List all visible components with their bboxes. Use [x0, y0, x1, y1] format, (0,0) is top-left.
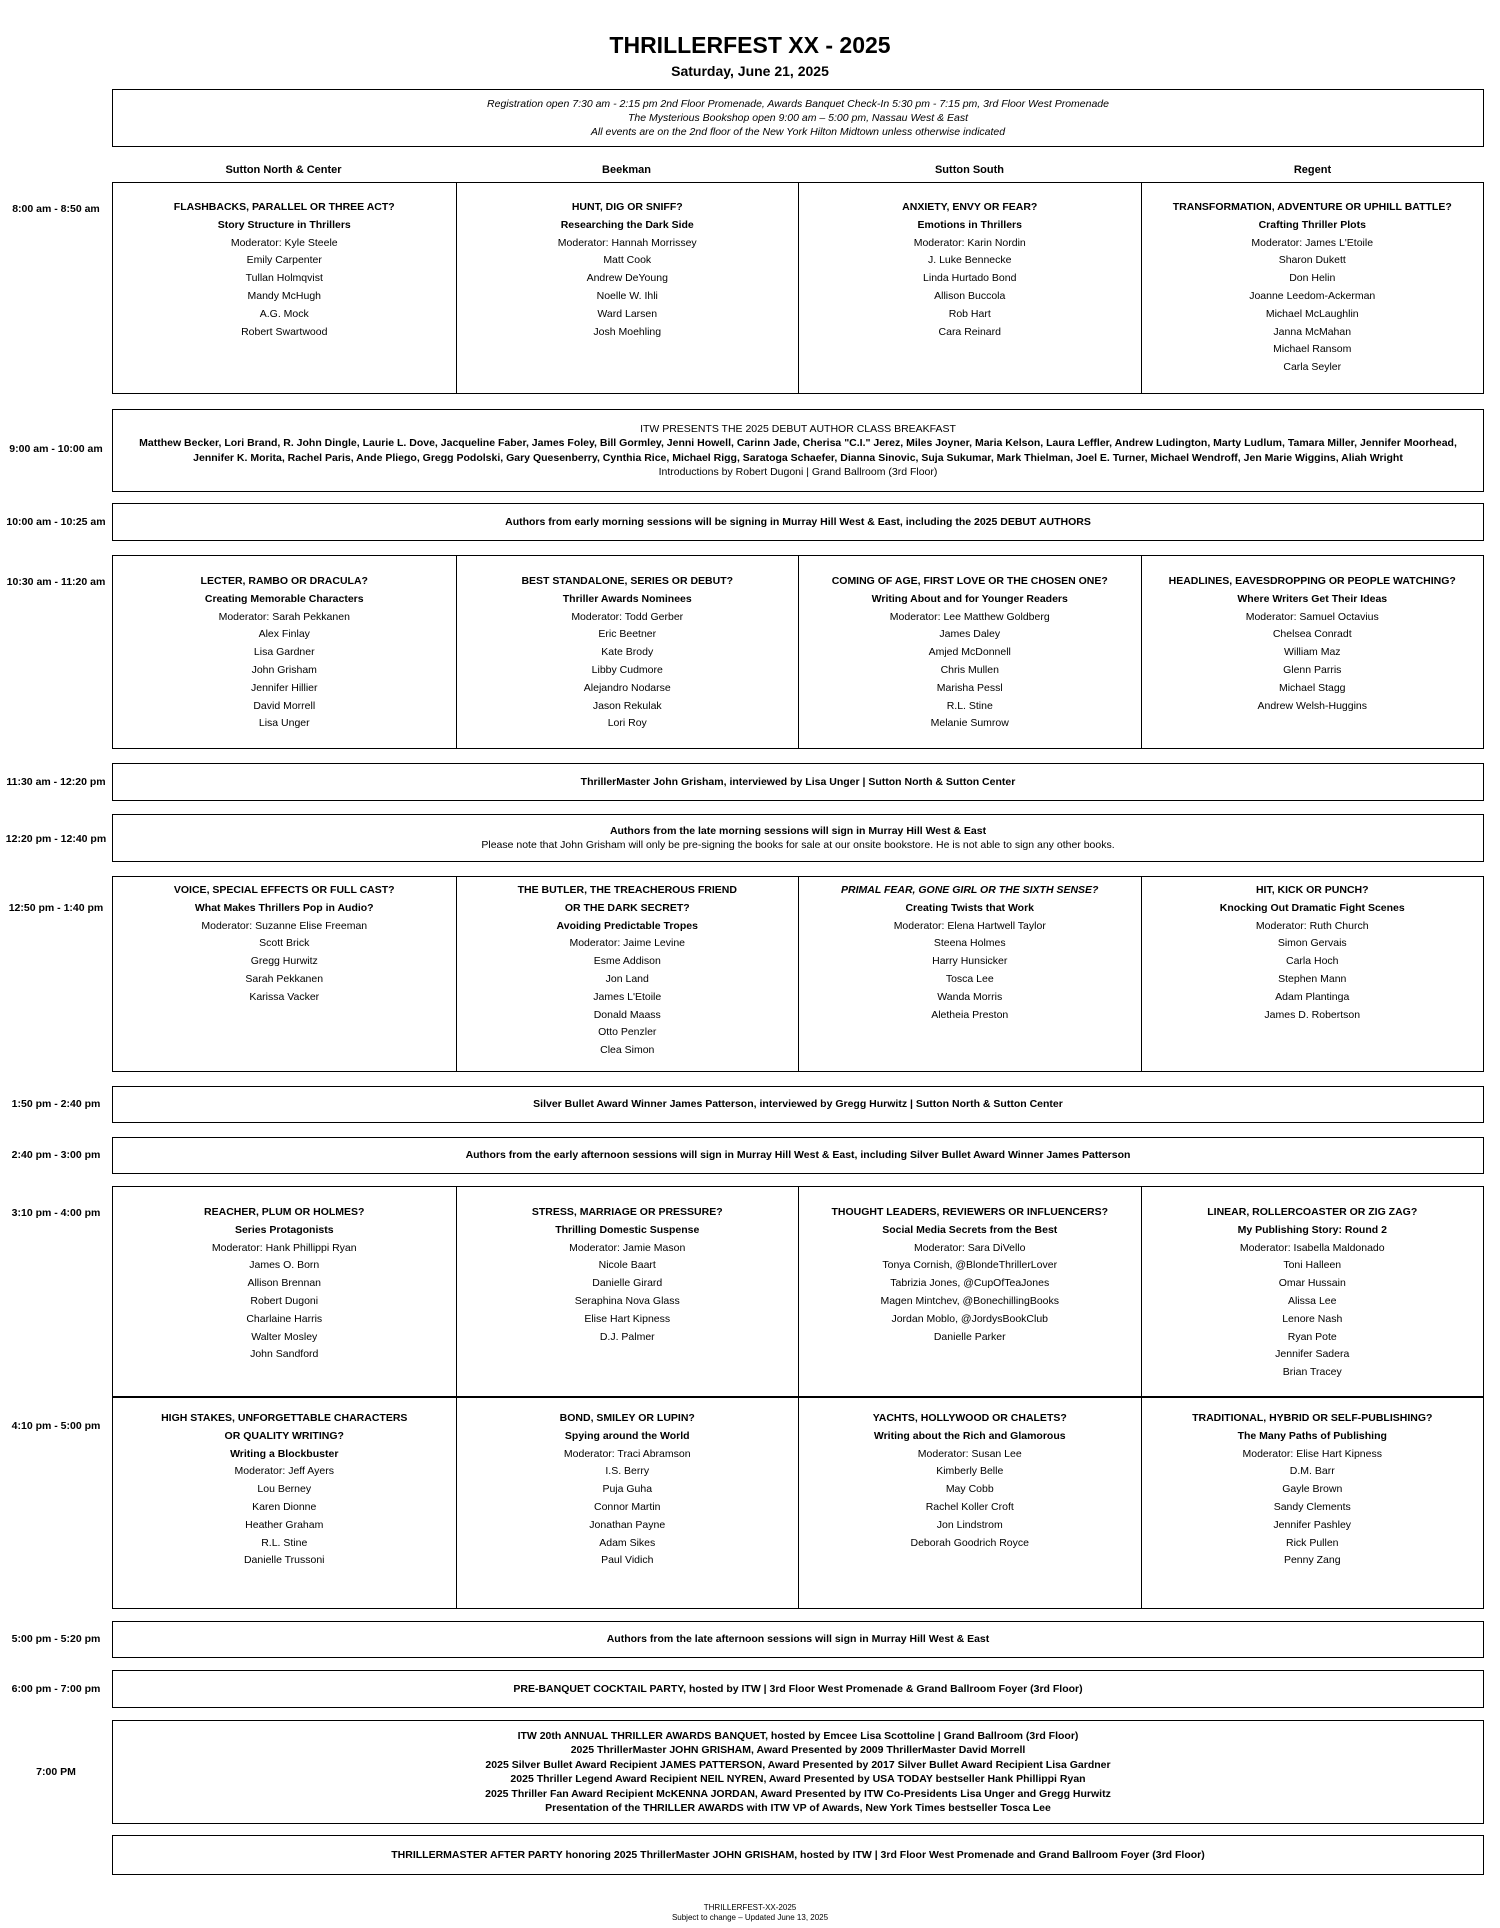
session-title: THOUGHT LEADERS, REVIEWERS OR INFLUENCERS?: [831, 1206, 1108, 1218]
session-panelist: Lou Berney: [257, 1483, 312, 1496]
time-slot-label: 1:50 pm - 2:40 pm: [11, 1098, 101, 1110]
session-panelist: James Daley: [939, 628, 1001, 641]
info-line: All events are on the 2nd floor of the New York Hilton Midtown unless otherwise indicated: [590, 126, 1006, 138]
session-panelist: Jennifer Sadera: [1275, 1348, 1350, 1361]
session-panelist: Chelsea Conradt: [1272, 628, 1352, 641]
session-panelist: William Maz: [1283, 646, 1341, 659]
session-panelist: Brian Tracey: [1282, 1366, 1342, 1379]
session-panelist: Allison Brennan: [247, 1277, 322, 1290]
session-panelist: Kate Brody: [601, 646, 654, 659]
banner-line: PRE-BANQUET COCKTAIL PARTY, hosted by ITW | 3rd Floor West Promenade & Grand Ballroom Foyer (3rd Floor): [513, 1682, 1083, 1695]
session-panelist: Aletheia Preston: [931, 1008, 1009, 1021]
session-title: BOND, SMILEY OR LUPIN?: [559, 1412, 695, 1424]
event-banner: [112, 814, 1484, 862]
session-panelist: Rob Hart: [948, 307, 991, 320]
session-panelist: Karissa Vacker: [249, 990, 320, 1003]
session-subtitle: Thrilling Domestic Suspense: [555, 1223, 700, 1236]
banner-line: Presentation of the THRILLER AWARDS with ITW VP of Awards, New York Times bestseller Tosca Lee: [545, 1802, 1051, 1814]
banner-line: Authors from the early afternoon sessions will sign in Murray Hill West & East, including Silver Bullet Award Winner James Patterson: [465, 1149, 1131, 1162]
session-panelist: Nicole Baart: [598, 1259, 656, 1272]
session-panelist: Allison Buccola: [934, 289, 1006, 302]
session-panelist: Karen Dionne: [252, 1500, 317, 1513]
session-subtitle: Writing a Blockbuster: [230, 1447, 339, 1460]
session-subtitle: What Makes Thrillers Pop in Audio?: [194, 901, 374, 914]
banner-line: Authors from early morning sessions will be signing in Murray Hill West & East, including the 2025 DEBUT AUTHORS: [505, 515, 1091, 528]
session-moderator: Moderator: Samuel Octavius: [1245, 610, 1379, 623]
time-slot-label: 6:00 pm - 7:00 pm: [11, 1683, 101, 1695]
session-title: OR THE DARK SECRET?: [564, 901, 690, 914]
banner-line: ThrillerMaster John Grisham, interviewed by Lisa Unger | Sutton North & Sutton Center: [580, 775, 1016, 788]
banner-line: 2025 Thriller Fan Award Recipient McKENNA JORDAN, Award Presented by ITW Co-Presidents Lisa Unger and Gregg Hurwitz: [485, 1787, 1111, 1800]
banner-line: Please note that John Grisham will only be pre-signing the books for sale at our onsite bookstore. He is not able to sign any other books.: [481, 839, 1115, 851]
session-subtitle: Crafting Thriller Plots: [1258, 218, 1366, 231]
event-banner: [112, 1621, 1484, 1658]
session-panelist: R.L. Stine: [261, 1536, 308, 1549]
session-panel: [798, 1187, 1141, 1396]
session-panelist: May Cobb: [945, 1483, 994, 1496]
session-panelist: Andrew DeYoung: [586, 272, 668, 285]
banner-line: 2025 ThrillerMaster JOHN GRISHAM, Award Presented by 2009 ThrillerMaster David Morrell: [570, 1744, 1026, 1756]
session-panel: [456, 1187, 799, 1396]
session-panelist: Eric Beetner: [598, 628, 657, 641]
session-panelist: Paul Vidich: [601, 1554, 654, 1567]
session-panelist: Glenn Parris: [1283, 663, 1342, 676]
session-subtitle: Social Media Secrets from the Best: [882, 1223, 1058, 1236]
session-panelist: Andrew Welsh-Huggins: [1257, 699, 1368, 712]
session-title: PRIMAL FEAR, GONE GIRL OR THE SIXTH SENSE?: [841, 884, 1099, 896]
session-moderator: Moderator: James L'Etoile: [1251, 236, 1374, 249]
session-panel: [1141, 556, 1484, 748]
session-panel: [1141, 877, 1484, 1071]
session-subtitle: Knocking Out Dramatic Fight Scenes: [1219, 901, 1405, 914]
session-panelist: Linda Hurtado Bond: [923, 272, 1017, 285]
room-header: Beekman: [602, 164, 651, 176]
session-panelist: Ward Larsen: [597, 307, 658, 320]
session-moderator: Moderator: Jamie Mason: [569, 1241, 686, 1254]
session-panelist: Walter Mosley: [251, 1330, 318, 1343]
time-slot-label: 11:30 am - 12:20 pm: [6, 776, 106, 788]
event-banner: [112, 1720, 1484, 1824]
banner-line: Authors from the late afternoon sessions will sign in Murray Hill West & East: [606, 1633, 990, 1646]
time-slot-label: 9:00 am - 10:00 am: [9, 443, 103, 455]
session-panelist: Alejandro Nodarse: [583, 681, 671, 694]
session-panelist: Robert Swartwood: [241, 325, 328, 338]
session-panel: [798, 877, 1141, 1071]
session-panel: [798, 1398, 1141, 1608]
session-panelist: Heather Graham: [245, 1518, 324, 1531]
session-panelist: Libby Cudmore: [591, 663, 663, 676]
session-panelist: Toni Halleen: [1283, 1259, 1342, 1272]
session-moderator: Moderator: Hannah Morrissey: [557, 236, 697, 249]
session-panelist: Kimberly Belle: [936, 1465, 1004, 1478]
room-header: Sutton South: [934, 164, 1005, 176]
banner-line: Introductions by Robert Dugoni | Grand Ballroom (3rd Floor): [658, 466, 938, 478]
session-panel: [1141, 183, 1484, 393]
time-slot-label: 10:30 am - 11:20 am: [6, 576, 106, 588]
session-panel: [1141, 1187, 1484, 1396]
session-panelist: John Grisham: [251, 663, 317, 676]
event-banner: [112, 503, 1484, 541]
session-title: HUNT, DIG OR SNIFF?: [571, 201, 683, 213]
session-panelist: Sarah Pekkanen: [245, 972, 324, 985]
session-moderator: Moderator: Jeff Ayers: [234, 1465, 334, 1478]
room-header: Regent: [1293, 164, 1332, 176]
banner-line: 2025 Thriller Legend Award Recipient NEIL NYREN, Award Presented by USA TODAY bestseller Hank Phillippi Ryan: [510, 1773, 1086, 1785]
session-panel: [1141, 1398, 1484, 1608]
info-line: Registration open 7:30 am - 2:15 pm 2nd Floor Promenade, Awards Banquet Check-In 5:30 pm - 7:15 pm, 3rd Floor West Promenade: [487, 98, 1109, 110]
event-banner: [112, 409, 1484, 492]
session-panelist: Joanne Leedom-Ackerman: [1249, 289, 1376, 302]
session-panelist: Danielle Parker: [933, 1330, 1006, 1343]
session-panelist: John Sandford: [250, 1348, 319, 1361]
session-panel: [456, 1398, 799, 1608]
event-banner: [112, 1137, 1484, 1174]
session-panelist: Carla Seyler: [1283, 361, 1342, 374]
banner-line: Matthew Becker, Lori Brand, R. John Dingle, Laurie L. Dove, Jacqueline Faber, James Foley, Bill Gormley, Jenni Howell, Carinn Jade, Cherisa "C.I." Jerez, Miles Joyner, Maria Kelson, Laura Leffler, Andrew Ludington, Marty Ludlum, Tamara Miller, Jennifer Moorhead,: [139, 437, 1457, 449]
session-subtitle: Writing about the Rich and Glamorous: [873, 1429, 1066, 1442]
session-grid: [112, 555, 1484, 749]
session-panelist: Jonathan Payne: [589, 1518, 666, 1531]
session-panel: [456, 877, 799, 1071]
session-panelist: Gayle Brown: [1282, 1483, 1343, 1496]
session-panelist: James L'Etoile: [593, 990, 662, 1003]
session-panelist: Charlaine Harris: [246, 1312, 323, 1325]
session-grid: [112, 182, 1484, 394]
session-moderator: Moderator: Ruth Church: [1255, 919, 1369, 932]
session-title: STRESS, MARRIAGE OR PRESSURE?: [531, 1206, 723, 1218]
session-title: ANXIETY, ENVY OR FEAR?: [902, 201, 1038, 213]
session-title: VOICE, SPECIAL EFFECTS OR FULL CAST?: [173, 884, 395, 896]
event-banner: [112, 1835, 1484, 1875]
event-banner: [112, 1086, 1484, 1123]
session-panelist: Carla Hoch: [1285, 955, 1339, 968]
session-title: TRADITIONAL, HYBRID OR SELF-PUBLISHING?: [1192, 1412, 1433, 1424]
banner-line: THRILLERMASTER AFTER PARTY honoring 2025 ThrillerMaster JOHN GRISHAM, hosted by ITW | 3rd Floor West Promenade and Grand Ballroom Foyer (3rd Floor): [391, 1848, 1205, 1861]
room-header: Sutton North & Center: [225, 164, 342, 176]
session-panelist: Matt Cook: [603, 254, 652, 267]
time-slot-label: 4:10 pm - 5:00 pm: [11, 1420, 101, 1432]
session-panelist: Scott Brick: [259, 937, 310, 950]
session-panelist: Omar Hussain: [1278, 1277, 1346, 1290]
footer-line: Subject to change – Updated June 13, 2025: [671, 1913, 829, 1922]
footer-line: THRILLERFEST-XX-2025: [703, 1903, 797, 1912]
session-panelist: Steena Holmes: [933, 937, 1006, 950]
session-panelist: Gregg Hurwitz: [250, 955, 318, 968]
session-panelist: Marisha Pessl: [936, 681, 1003, 694]
session-panelist: Lisa Unger: [258, 717, 310, 730]
session-moderator: Moderator: Jaime Levine: [569, 937, 686, 950]
banner-line: 2025 Silver Bullet Award Recipient JAMES PATTERSON, Award Presented by 2017 Silver Bullet Award Recipient Lisa Gardner: [485, 1758, 1111, 1771]
session-panelist: James O. Born: [249, 1259, 320, 1272]
session-panelist: Amjed McDonnell: [928, 646, 1011, 659]
session-moderator: Moderator: Elise Hart Kipness: [1242, 1447, 1382, 1460]
session-title: OR QUALITY WRITING?: [224, 1429, 344, 1442]
info-line: The Mysterious Bookshop open 9:00 am – 5:00 pm, Nassau West & East: [627, 112, 969, 124]
banner-line: Silver Bullet Award Winner James Patterson, interviewed by Gregg Hurwitz | Sutton North & Sutton Center: [533, 1098, 1063, 1111]
session-panelist: Lori Roy: [607, 717, 647, 730]
session-subtitle: My Publishing Story: Round 2: [1237, 1223, 1387, 1236]
session-panelist: Deborah Goodrich Royce: [910, 1536, 1029, 1549]
session-moderator: Moderator: Susan Lee: [917, 1447, 1022, 1460]
session-title: HEADLINES, EAVESDROPPING OR PEOPLE WATCHING?: [1168, 575, 1456, 587]
session-title: THE BUTLER, THE TREACHEROUS FRIEND: [517, 884, 737, 896]
time-slot-label: 2:40 pm - 3:00 pm: [11, 1149, 101, 1161]
footer: [0, 1903, 1500, 1923]
session-panelist: Simon Gervais: [1277, 937, 1347, 950]
session-panelist: Magen Mintchev, @BonechillingBooks: [880, 1294, 1060, 1307]
session-panelist: Wanda Morris: [937, 990, 1003, 1003]
session-panel: [456, 556, 799, 748]
session-moderator: Moderator: Lee Matthew Goldberg: [889, 610, 1050, 623]
session-moderator: Moderator: Todd Gerber: [571, 610, 684, 623]
session-title: HIGH STAKES, UNFORGETTABLE CHARACTERS: [161, 1412, 408, 1424]
session-moderator: Moderator: Kyle Steele: [230, 236, 338, 249]
session-title: YACHTS, HOLLYWOOD OR CHALETS?: [872, 1412, 1067, 1424]
session-panelist: Tosca Lee: [945, 972, 994, 985]
session-panelist: Tullan Holmqvist: [245, 272, 323, 285]
session-title: HIT, KICK OR PUNCH?: [1255, 884, 1369, 896]
session-panelist: Danielle Girard: [592, 1277, 663, 1290]
session-panelist: Tabrizia Jones, @CupOfTeaJones: [890, 1277, 1050, 1290]
event-banner: [112, 763, 1484, 801]
session-panelist: Michael McLaughlin: [1265, 307, 1359, 320]
session-panel: [798, 183, 1141, 393]
session-subtitle: Creating Twists that Work: [905, 901, 1035, 914]
event-date: Saturday, June 21, 2025: [671, 63, 829, 79]
event-banner: [112, 1670, 1484, 1708]
session-panelist: A.G. Mock: [259, 307, 309, 320]
session-panelist: Stephen Mann: [1278, 972, 1347, 985]
session-subtitle: Thriller Awards Nominees: [562, 592, 692, 605]
session-panelist: Jon Lindstrom: [936, 1518, 1003, 1531]
session-panelist: Donald Maass: [593, 1008, 661, 1021]
session-panelist: R.L. Stine: [946, 699, 993, 712]
session-panelist: Michael Stagg: [1278, 681, 1346, 694]
session-panelist: Clea Simon: [600, 1044, 655, 1057]
session-panelist: D.M. Barr: [1289, 1465, 1335, 1478]
session-panel: [113, 183, 456, 393]
session-subtitle: Creating Memorable Characters: [204, 592, 364, 605]
session-panelist: I.S. Berry: [605, 1465, 650, 1478]
session-panelist: D.J. Palmer: [599, 1330, 655, 1343]
session-panelist: Alissa Lee: [1288, 1294, 1337, 1307]
session-moderator: Moderator: Sara DiVello: [914, 1241, 1026, 1254]
session-panelist: Noelle W. Ihli: [596, 289, 658, 302]
session-panelist: Otto Penzler: [598, 1026, 657, 1039]
session-panelist: J. Luke Bennecke: [928, 254, 1012, 267]
session-grid: [112, 1186, 1484, 1397]
session-title: COMING OF AGE, FIRST LOVE OR THE CHOSEN ONE?: [831, 575, 1108, 587]
session-title: FLASHBACKS, PARALLEL OR THREE ACT?: [173, 201, 395, 213]
session-moderator: Moderator: Isabella Maldonado: [1239, 1241, 1385, 1254]
session-panelist: Jason Rekulak: [592, 699, 662, 712]
session-panelist: Adam Sikes: [599, 1536, 656, 1549]
session-panel: [113, 1398, 456, 1608]
session-panelist: Jennifer Pashley: [1273, 1518, 1352, 1531]
session-panelist: Danielle Trussoni: [243, 1554, 325, 1567]
time-slot-label: 5:00 pm - 5:20 pm: [11, 1633, 101, 1645]
session-panelist: Elise Hart Kipness: [584, 1312, 671, 1325]
session-panel: [798, 556, 1141, 748]
session-title: REACHER, PLUM OR HOLMES?: [204, 1206, 365, 1218]
session-panelist: Ryan Pote: [1287, 1330, 1337, 1343]
session-panel: [113, 877, 456, 1071]
session-panelist: Emily Carpenter: [246, 254, 322, 267]
banner-line: Authors from the late morning sessions will sign in Murray Hill West & East: [609, 824, 987, 837]
session-moderator: Moderator: Traci Abramson: [563, 1447, 691, 1460]
session-panelist: Connor Martin: [593, 1500, 661, 1513]
page-title: THRILLERFEST XX - 2025: [609, 32, 891, 58]
session-moderator: Moderator: Karin Nordin: [913, 236, 1026, 249]
session-subtitle: Emotions in Thrillers: [917, 218, 1022, 231]
session-panelist: Michael Ransom: [1273, 343, 1352, 356]
session-panelist: Rick Pullen: [1285, 1536, 1339, 1549]
time-slot-label: 8:00 am - 8:50 am: [12, 203, 100, 215]
session-subtitle: The Many Paths of Publishing: [1237, 1429, 1387, 1442]
time-slot-label: 10:00 am - 10:25 am: [6, 516, 106, 528]
session-panelist: Jennifer Hillier: [250, 681, 318, 694]
session-panelist: David Morrell: [253, 699, 316, 712]
session-panelist: Penny Zang: [1283, 1554, 1341, 1567]
time-slot-label: 7:00 PM: [36, 1766, 76, 1778]
session-title: TRANSFORMATION, ADVENTURE OR UPHILL BATTLE?: [1172, 201, 1452, 213]
session-subtitle: Series Protagonists: [234, 1223, 334, 1236]
session-panelist: Seraphina Nova Glass: [574, 1294, 680, 1307]
time-slot-label: 3:10 pm - 4:00 pm: [11, 1207, 101, 1219]
session-subtitle: Where Writers Get Their Ideas: [1237, 592, 1388, 605]
session-panelist: Don Helin: [1289, 272, 1336, 285]
session-title: LINEAR, ROLLERCOASTER OR ZIG ZAG?: [1207, 1206, 1418, 1218]
session-moderator: Moderator: Suzanne Elise Freeman: [201, 919, 368, 932]
session-panelist: Lisa Gardner: [253, 646, 315, 659]
session-subtitle: Writing About and for Younger Readers: [871, 592, 1068, 605]
banner-line: ITW 20th ANNUAL THRILLER AWARDS BANQUET, hosted by Emcee Lisa Scottoline | Grand Ballroom (3rd Floor): [517, 1729, 1079, 1742]
time-slot-label: 12:20 pm - 12:40 pm: [5, 833, 107, 845]
session-panelist: Sharon Dukett: [1278, 254, 1346, 267]
session-panelist: Lenore Nash: [1282, 1312, 1343, 1325]
session-subtitle: Spying around the World: [564, 1429, 690, 1442]
session-panel: [113, 556, 456, 748]
session-panelist: Chris Mullen: [940, 663, 999, 676]
session-panelist: Alex Finlay: [258, 628, 310, 641]
session-panelist: Harry Hunsicker: [932, 955, 1008, 968]
session-panel: [456, 183, 799, 393]
session-panelist: Rachel Koller Croft: [925, 1500, 1014, 1513]
session-grid: [112, 1397, 1484, 1609]
banner-line: ITW PRESENTS THE 2025 DEBUT AUTHOR CLASS BREAKFAST: [640, 422, 956, 435]
session-panelist: Robert Dugoni: [250, 1294, 319, 1307]
session-panelist: Josh Moehling: [593, 325, 662, 338]
session-panelist: Jordan Moblo, @JordysBookClub: [891, 1312, 1049, 1325]
session-moderator: Moderator: Hank Phillippi Ryan: [211, 1241, 357, 1254]
session-panelist: Mandy McHugh: [247, 289, 322, 302]
session-panelist: Tonya Cornish, @BlondeThrillerLover: [882, 1259, 1058, 1272]
session-subtitle: Story Structure in Thrillers: [217, 218, 351, 231]
session-subtitle: Researching the Dark Side: [560, 218, 694, 231]
session-title: LECTER, RAMBO OR DRACULA?: [200, 575, 368, 587]
session-moderator: Moderator: Elena Hartwell Taylor: [893, 919, 1046, 932]
session-panelist: Sandy Clements: [1273, 1500, 1351, 1513]
session-panelist: Melanie Sumrow: [930, 717, 1009, 730]
banner-line: Jennifer K. Morita, Rachel Paris, Ande Pliego, Gregg Podolski, Gary Quesenberry, Cynthia Rice, Michael Rigg, Saratoga Schaefer, Dianna Sinovic, Suja Sukumar, Mark Thielman, Joel E. Turner, Michael Wendroff, Jen Marie Wiggins, Aliah Wright: [193, 451, 1403, 464]
session-panelist: Esme Addison: [593, 955, 661, 968]
info-box: [112, 89, 1484, 147]
session-title: BEST STANDALONE, SERIES OR DEBUT?: [521, 575, 734, 587]
session-panelist: Jon Land: [605, 972, 649, 985]
session-moderator: Moderator: Sarah Pekkanen: [218, 610, 350, 623]
session-panelist: Cara Reinard: [938, 325, 1001, 338]
room-headers: [112, 164, 1484, 176]
session-panel: [113, 1187, 456, 1396]
session-subtitle: Avoiding Predictable Tropes: [556, 919, 698, 932]
session-panelist: Adam Plantinga: [1275, 990, 1350, 1003]
session-grid: [112, 876, 1484, 1072]
session-panelist: Janna McMahan: [1273, 325, 1352, 338]
session-panelist: James D. Robertson: [1264, 1008, 1361, 1021]
session-panelist: Puja Guha: [602, 1483, 653, 1496]
time-slot-label: 12:50 pm - 1:40 pm: [8, 902, 104, 914]
